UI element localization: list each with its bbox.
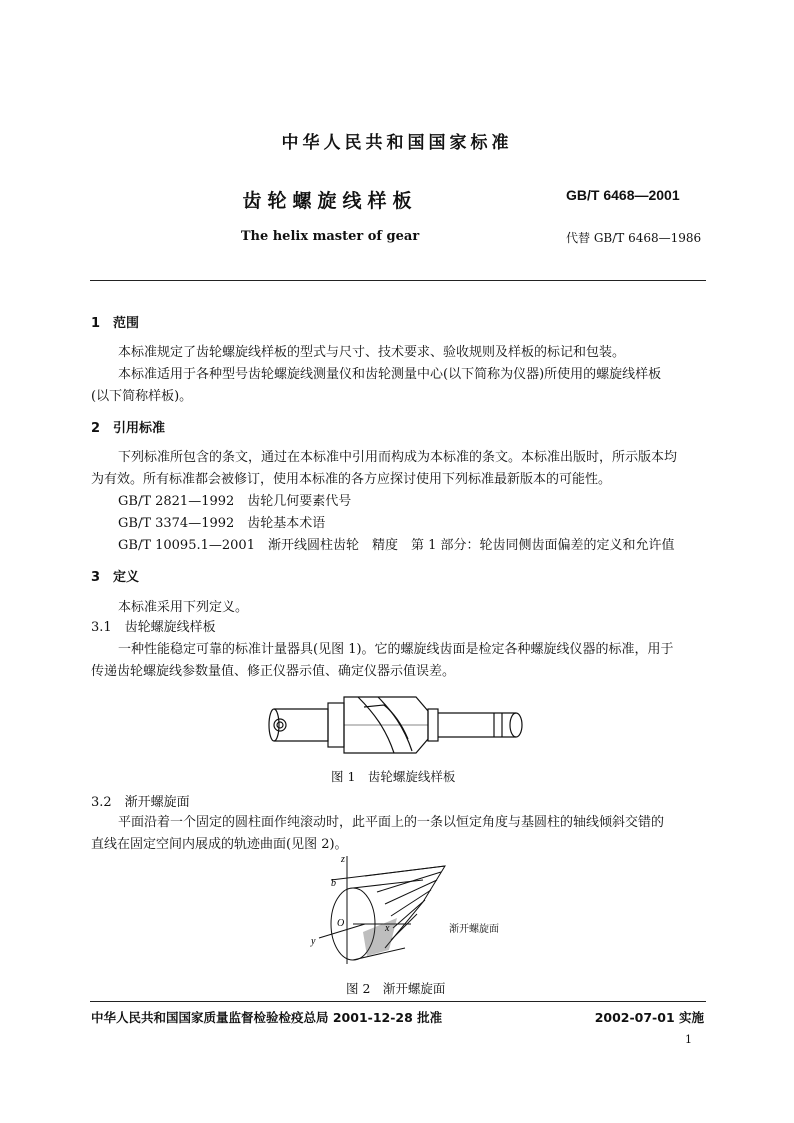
section-3-1-paragraph-line-2: 传递齿轮螺旋线参数量值、修正仪器示值、确定仪器示值误差。 [91,664,456,679]
reference-item: GB/T 2821—1992 齿轮几何要素代号 [118,494,352,509]
section-2-heading: 2 引用标准 [91,421,166,436]
issuer-approval: 中华人民共和国国家质量监督检验检疫总局 2001-12-28 批准 [91,1010,443,1025]
axis-label-x: x [385,923,390,934]
section-2-paragraph-line-1: 下列标准所包含的条文，通过在本标准中引用而构成为本标准的条文。本标准出版时，所示版本均 [118,450,678,465]
section-2-paragraph-line-2: 为有效。所有标准都会被修订，使用本标准的各方应探讨使用下列标准最新版本的可能性。 [91,472,612,487]
section-3-2-paragraph-line-1: 平面沿着一个固定的圆柱面作纯滚动时，此平面上的一条以恒定角度与基圆柱的轴线倾斜交错的 [118,815,665,830]
figure-2-label: 渐开螺旋面 [449,924,499,935]
section-3-paragraph: 本标准采用下列定义。 [118,600,249,615]
figure-2-caption: 图 2 渐开螺旋面 [346,981,446,996]
axis-label-y: y [311,936,316,947]
document-title-cn: 齿轮螺旋线样板 [242,190,418,212]
axis-label-b: b [331,878,336,889]
section-3-heading: 3 定义 [91,570,140,585]
reference-item: GB/T 3374—1992 齿轮基本术语 [118,516,326,531]
section-1-paragraph-2-line-2: (以下简称样板)。 [91,389,193,404]
standard-number: GB/T 6468—2001 [566,187,680,203]
document-title-en: The helix master of gear [240,229,420,244]
effective-date: 2002-07-01 实施 [594,1010,704,1025]
axis-label-o: O [337,918,345,929]
section-3-2-heading: 3.2 渐开螺旋面 [91,795,190,810]
section-3-2-paragraph-line-2: 直线在固定空间内展成的轨迹曲面(见图 2)。 [91,837,348,852]
section-1-heading: 1 范围 [91,316,140,331]
section-1-paragraph-1: 本标准规定了齿轮螺旋线样板的型式与尺寸、技术要求、验收规则及样板的标记和包装。 [118,345,626,360]
header-divider [90,280,706,281]
figure-1-caption: 图 1 齿轮螺旋线样板 [331,769,456,784]
page-number: 1 [685,1033,692,1046]
section-1-paragraph-2-line-1: 本标准适用于各种型号齿轮螺旋线测量仪和齿轮测量中心(以下简称为仪器)所使用的螺旋线样板 [118,367,662,382]
reference-item: GB/T 10095.1—2001 渐开线圆柱齿轮 精度 第 1 部分：轮齿同侧齿面偏差的定义和允许值 [118,538,675,553]
footer-divider [90,1001,706,1002]
national-standard-heading: 中华人民共和国国家标准 [281,133,513,153]
figure-2-involute-helicoid-drawing [305,852,455,970]
figure-1-helix-master-drawing [266,693,528,761]
axis-label-z: z [341,854,345,865]
section-3-1-heading: 3.1 齿轮螺旋线样板 [91,620,216,635]
replaces-note: 代替 GB/T 6468—1986 [566,231,702,245]
section-3-1-paragraph-line-1: 一种性能稳定可靠的标准计量器具(见图 1)。它的螺旋线齿面是检定各种螺旋线仪器的标准，用于 [118,642,674,657]
